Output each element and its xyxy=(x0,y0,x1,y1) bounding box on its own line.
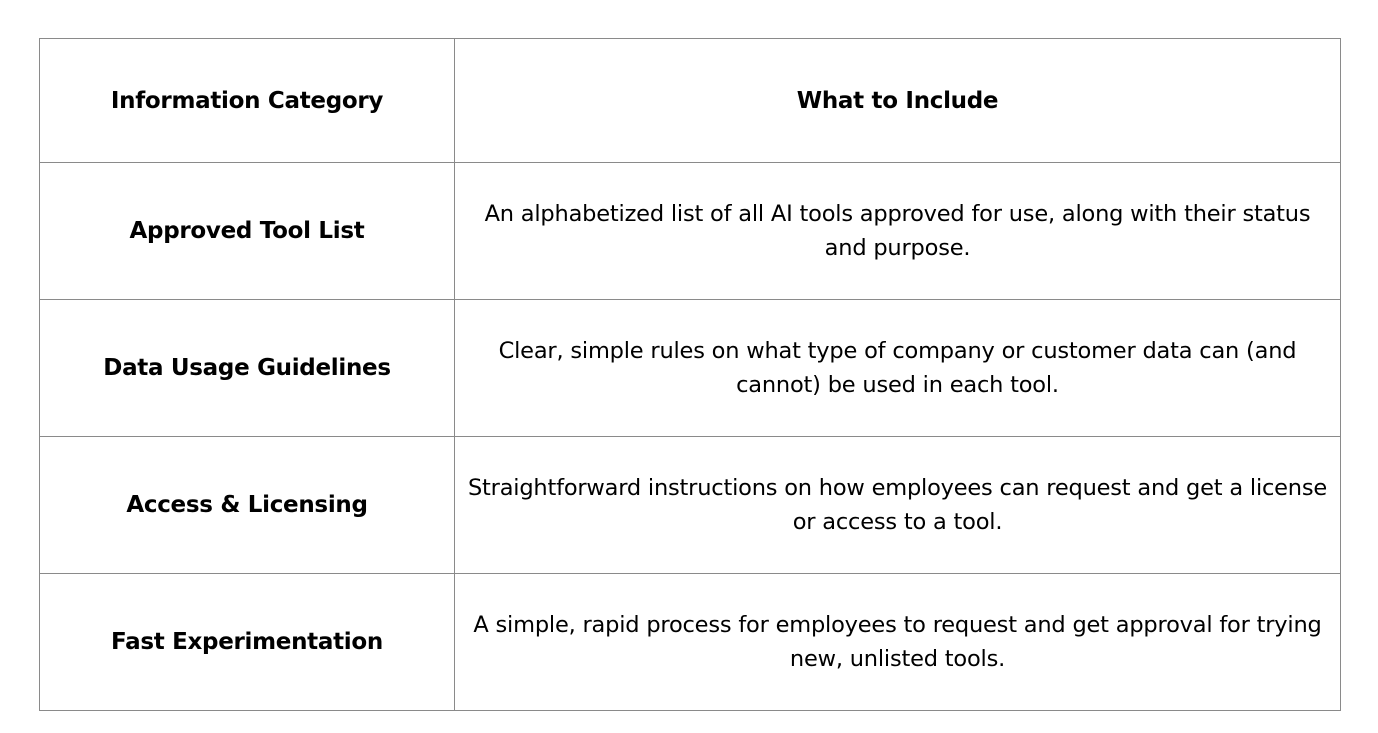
description-cell: A simple, rapid process for employees to request and get approval for trying new, unlisted tools. xyxy=(455,574,1341,711)
description-cell: Clear, simple rules on what type of company or customer data can (and cannot) be used in each tool. xyxy=(455,300,1341,437)
table-row xyxy=(40,574,1341,711)
category-cell: Fast Experimentation xyxy=(40,574,455,711)
table-header-row xyxy=(40,39,1341,163)
category-cell: Data Usage Guidelines xyxy=(40,300,455,437)
category-cell: Approved Tool List xyxy=(40,163,455,300)
description-cell: Straightforward instructions on how employees can request and get a license or access to a tool. xyxy=(455,437,1341,574)
description-cell: An alphabetized list of all AI tools approved for use, along with their status and purpose. xyxy=(455,163,1341,300)
column-header-include: What to Include xyxy=(455,39,1341,163)
category-cell: Access & Licensing xyxy=(40,437,455,574)
table-row xyxy=(40,163,1341,300)
table-row xyxy=(40,437,1341,574)
info-table xyxy=(39,38,1341,711)
column-header-category: Information Category xyxy=(40,39,455,163)
table-row xyxy=(40,300,1341,437)
